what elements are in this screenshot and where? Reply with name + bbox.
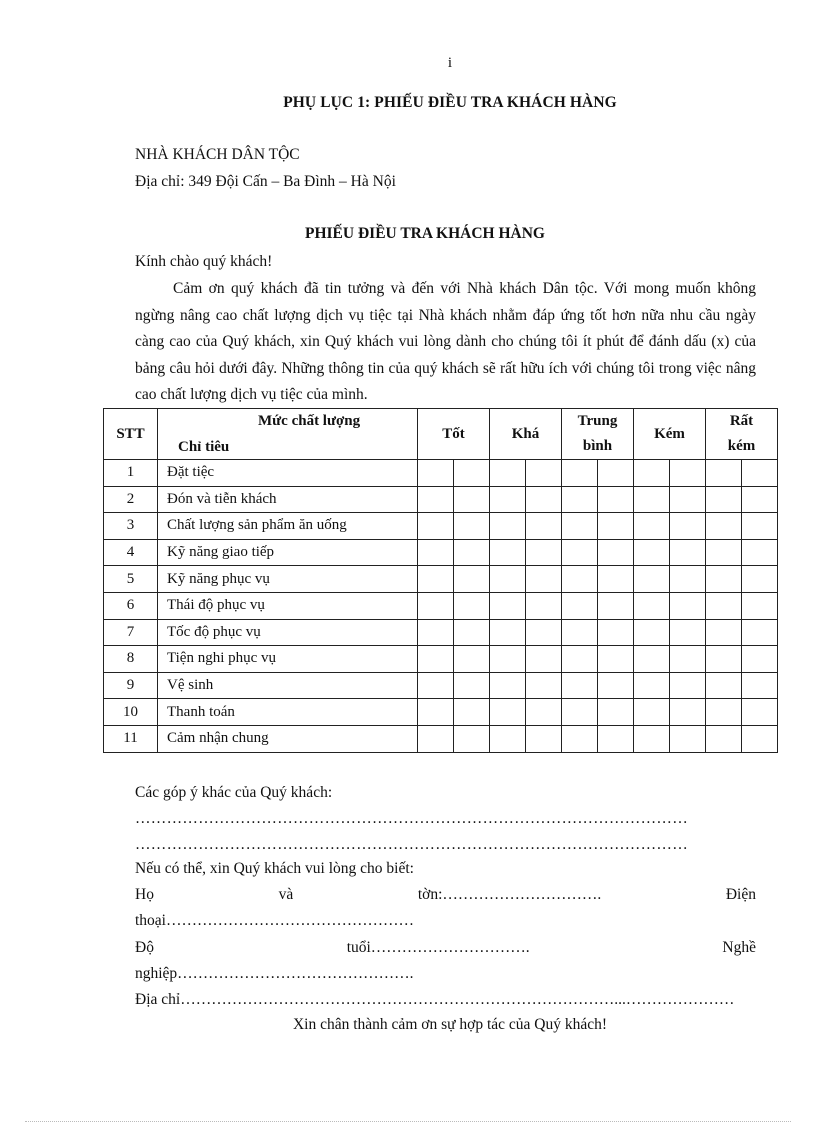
criteria-cell: Kỹ năng phục vụ xyxy=(158,566,418,593)
comment-line-1[interactable]: …………………………………………………………………………………………… xyxy=(135,810,688,827)
rating-checkbox-cell[interactable] xyxy=(454,486,490,513)
rating-checkbox-cell[interactable] xyxy=(634,566,670,593)
rating-checkbox-cell[interactable] xyxy=(706,539,742,566)
rating-checkbox-cell[interactable] xyxy=(526,699,562,726)
page-number: i xyxy=(447,55,453,71)
name-word-2: và xyxy=(278,886,294,903)
row-number: 11 xyxy=(104,725,158,752)
rating-checkbox-cell[interactable] xyxy=(598,592,634,619)
rating-checkbox-cell[interactable] xyxy=(490,699,526,726)
rating-checkbox-cell[interactable] xyxy=(490,646,526,673)
criteria-cell: Thanh toán xyxy=(158,699,418,726)
rating-checkbox-cell[interactable] xyxy=(526,592,562,619)
rating-checkbox-cell[interactable] xyxy=(670,486,706,513)
rating-checkbox-cell[interactable] xyxy=(418,699,454,726)
rating-checkbox-cell[interactable] xyxy=(634,486,670,513)
rating-checkbox-cell[interactable] xyxy=(526,539,562,566)
rating-checkbox-cell[interactable] xyxy=(706,486,742,513)
rating-checkbox-cell[interactable] xyxy=(454,699,490,726)
table-row xyxy=(104,646,778,673)
row-number: 4 xyxy=(104,539,158,566)
organization-address: Địa chỉ: 349 Đội Cấn – Ba Đình – Hà Nội xyxy=(135,173,396,190)
rating-checkbox-cell[interactable] xyxy=(526,646,562,673)
criteria-cell: Đón và tiễn khách xyxy=(158,486,418,513)
rating-checkbox-cell[interactable] xyxy=(634,513,670,540)
phone-field[interactable]: thoại………………………………………… xyxy=(135,912,414,929)
rating-checkbox-cell[interactable] xyxy=(454,672,490,699)
rating-checkbox-cell[interactable] xyxy=(634,699,670,726)
rating-checkbox-cell[interactable] xyxy=(742,672,778,699)
greeting: Kính chào quý khách! xyxy=(135,253,273,270)
rating-checkbox-cell[interactable] xyxy=(670,513,706,540)
rating-average-header xyxy=(562,409,634,460)
name-word-1: Họ xyxy=(135,886,154,903)
rating-checkbox-cell[interactable] xyxy=(562,646,598,673)
name-word-4: Điện xyxy=(725,886,756,903)
form-title: PHIẾU ĐIỀU TRA KHÁCH HÀNG xyxy=(305,225,545,242)
rating-checkbox-cell[interactable] xyxy=(598,460,634,487)
rating-checkbox-cell[interactable] xyxy=(418,566,454,593)
rating-good-header: Tốt xyxy=(418,409,490,460)
rating-checkbox-cell[interactable] xyxy=(706,566,742,593)
rating-checkbox-cell[interactable] xyxy=(454,725,490,752)
table-row xyxy=(104,592,778,619)
age-word-3: Nghề xyxy=(722,939,756,956)
criteria-cell: Cảm nhận chung xyxy=(158,725,418,752)
stt-header: STT xyxy=(104,409,158,460)
rating-checkbox-cell[interactable] xyxy=(454,592,490,619)
table-row xyxy=(104,699,778,726)
rating-checkbox-cell[interactable] xyxy=(598,566,634,593)
table-row xyxy=(104,486,778,513)
rating-checkbox-cell[interactable] xyxy=(742,699,778,726)
name-field[interactable] xyxy=(135,886,756,904)
rating-checkbox-cell[interactable] xyxy=(418,513,454,540)
rating-checkbox-cell[interactable] xyxy=(418,539,454,566)
rating-checkbox-cell[interactable] xyxy=(526,566,562,593)
rating-checkbox-cell[interactable] xyxy=(562,539,598,566)
rating-average-line2: bình xyxy=(582,438,613,454)
rating-average-line1: Trung xyxy=(577,413,618,429)
rating-checkbox-cell[interactable] xyxy=(670,592,706,619)
rating-very-poor-header xyxy=(706,409,778,460)
row-number: 7 xyxy=(104,619,158,646)
rating-checkbox-cell[interactable] xyxy=(418,486,454,513)
survey-table xyxy=(103,408,778,753)
page-bottom-divider xyxy=(25,1121,791,1122)
other-comments-label: Các góp ý khác của Quý khách: xyxy=(135,784,333,801)
rating-checkbox-cell[interactable] xyxy=(418,619,454,646)
criteria-cell: Tốc độ phục vụ xyxy=(158,619,418,646)
rating-checkbox-cell[interactable] xyxy=(598,699,634,726)
rating-checkbox-cell[interactable] xyxy=(670,646,706,673)
rating-checkbox-cell[interactable] xyxy=(598,619,634,646)
rating-checkbox-cell[interactable] xyxy=(706,672,742,699)
rating-checkbox-cell[interactable] xyxy=(742,513,778,540)
rating-checkbox-cell[interactable] xyxy=(490,460,526,487)
criteria-label: Chỉ tiêu xyxy=(178,439,230,455)
rating-checkbox-cell[interactable] xyxy=(526,486,562,513)
rating-checkbox-cell[interactable] xyxy=(670,566,706,593)
table-row xyxy=(104,566,778,593)
table-row xyxy=(104,539,778,566)
rating-checkbox-cell[interactable] xyxy=(670,619,706,646)
rating-checkbox-cell[interactable] xyxy=(454,513,490,540)
rating-checkbox-cell[interactable] xyxy=(634,539,670,566)
rating-checkbox-cell[interactable] xyxy=(490,566,526,593)
rating-checkbox-cell[interactable] xyxy=(490,513,526,540)
rating-checkbox-cell[interactable] xyxy=(634,725,670,752)
address-field[interactable]: Địa chỉ…………………………………………………………………………...………………… xyxy=(135,991,735,1008)
rating-checkbox-cell[interactable] xyxy=(562,566,598,593)
row-number: 5 xyxy=(104,566,158,593)
criteria-header xyxy=(158,409,418,460)
criteria-cell: Chất lượng sản phẩm ăn uống xyxy=(158,513,418,540)
intro-paragraph: Cảm ơn quý khách đã tin tưởng và đến với Nhà khách Dân tộc. Với mong muốn không ngừng nâng cao chất lượng dịch vụ tiệc tại Nhà khách nhằm đáp ứng tốt hơn nữa nhu cầu ngày càng cao của Quý khách, xin Quý khách vui lòng dành cho chúng tôi ít phút để đánh dấu (x) của bảng câu hỏi dưới đây. Những thông tin của quý khách sẽ rất hữu ích với chúng tôi trong việc nâng cao chất lượng dịch vụ tiệc của mình. xyxy=(135,280,756,403)
rating-checkbox-cell[interactable] xyxy=(598,646,634,673)
table-row xyxy=(104,513,778,540)
rating-checkbox-cell[interactable] xyxy=(706,592,742,619)
rating-checkbox-cell[interactable] xyxy=(598,486,634,513)
appendix-title: PHỤ LỤC 1: PHIẾU ĐIỀU TRA KHÁCH HÀNG xyxy=(283,94,617,111)
row-number: 2 xyxy=(104,486,158,513)
row-number: 8 xyxy=(104,646,158,673)
rating-checkbox-cell[interactable] xyxy=(526,513,562,540)
rating-checkbox-cell[interactable] xyxy=(418,725,454,752)
rating-checkbox-cell[interactable] xyxy=(670,460,706,487)
rating-checkbox-cell[interactable] xyxy=(454,619,490,646)
rating-checkbox-cell[interactable] xyxy=(562,592,598,619)
comment-line-2[interactable]: …………………………………………………………………………………………… xyxy=(135,836,688,853)
rating-checkbox-cell[interactable] xyxy=(742,646,778,673)
criteria-cell: Đặt tiệc xyxy=(158,460,418,487)
rating-checkbox-cell[interactable] xyxy=(562,725,598,752)
rating-checkbox-cell[interactable] xyxy=(598,725,634,752)
rating-checkbox-cell[interactable] xyxy=(670,539,706,566)
row-number: 9 xyxy=(104,672,158,699)
rating-checkbox-cell[interactable] xyxy=(490,486,526,513)
rating-checkbox-cell[interactable] xyxy=(598,539,634,566)
rating-checkbox-cell[interactable] xyxy=(670,672,706,699)
rating-checkbox-cell[interactable] xyxy=(418,460,454,487)
rating-checkbox-cell[interactable] xyxy=(706,699,742,726)
rating-checkbox-cell[interactable] xyxy=(562,699,598,726)
rating-checkbox-cell[interactable] xyxy=(490,539,526,566)
rating-checkbox-cell[interactable] xyxy=(418,592,454,619)
rating-checkbox-cell[interactable] xyxy=(706,513,742,540)
row-number: 1 xyxy=(104,460,158,487)
rating-checkbox-cell[interactable] xyxy=(562,486,598,513)
rating-checkbox-cell[interactable] xyxy=(598,672,634,699)
rating-checkbox-cell[interactable] xyxy=(454,460,490,487)
table-row xyxy=(104,460,778,487)
age-word-2: tuổi…………………………. xyxy=(346,939,530,956)
rating-checkbox-cell[interactable] xyxy=(742,486,778,513)
rating-checkbox-cell[interactable] xyxy=(490,725,526,752)
rating-very-poor-line1: Rất xyxy=(729,413,754,429)
rating-checkbox-cell[interactable] xyxy=(418,646,454,673)
criteria-cell: Kỹ năng giao tiếp xyxy=(158,539,418,566)
rating-checkbox-cell[interactable] xyxy=(742,592,778,619)
info-request: Nếu có thể, xin Quý khách vui lòng cho biết: xyxy=(135,860,414,877)
table-row xyxy=(104,619,778,646)
rating-checkbox-cell[interactable] xyxy=(490,672,526,699)
rating-checkbox-cell[interactable] xyxy=(526,672,562,699)
age-word-1: Độ xyxy=(135,939,154,956)
rating-checkbox-cell[interactable] xyxy=(742,725,778,752)
rating-checkbox-cell[interactable] xyxy=(454,539,490,566)
name-word-3: tờn:…………………………. xyxy=(417,886,602,903)
quality-level-header: Mức chất lượng xyxy=(258,413,361,429)
rating-checkbox-cell[interactable] xyxy=(526,460,562,487)
table-header-row xyxy=(104,409,778,460)
rating-checkbox-cell[interactable] xyxy=(670,699,706,726)
rating-checkbox-cell[interactable] xyxy=(742,619,778,646)
thank-you-note: Xin chân thành cảm ơn sự hợp tác của Quý khách! xyxy=(292,1016,608,1033)
table-row xyxy=(104,672,778,699)
rating-fair-header: Khá xyxy=(490,409,562,460)
rating-checkbox-cell[interactable] xyxy=(634,646,670,673)
age-field[interactable] xyxy=(135,939,756,957)
rating-checkbox-cell[interactable] xyxy=(562,672,598,699)
rating-checkbox-cell[interactable] xyxy=(706,725,742,752)
rating-checkbox-cell[interactable] xyxy=(634,592,670,619)
row-number: 10 xyxy=(104,699,158,726)
rating-checkbox-cell[interactable] xyxy=(706,646,742,673)
row-number: 6 xyxy=(104,592,158,619)
rating-checkbox-cell[interactable] xyxy=(634,672,670,699)
rating-checkbox-cell[interactable] xyxy=(562,460,598,487)
rating-checkbox-cell[interactable] xyxy=(562,619,598,646)
rating-checkbox-cell[interactable] xyxy=(742,460,778,487)
rating-checkbox-cell[interactable] xyxy=(634,460,670,487)
rating-checkbox-cell[interactable] xyxy=(490,592,526,619)
rating-checkbox-cell[interactable] xyxy=(490,619,526,646)
rating-checkbox-cell[interactable] xyxy=(706,619,742,646)
rating-checkbox-cell[interactable] xyxy=(598,513,634,540)
criteria-cell: Thái độ phục vụ xyxy=(158,592,418,619)
criteria-cell: Tiện nghi phục vụ xyxy=(158,646,418,673)
row-number: 3 xyxy=(104,513,158,540)
rating-checkbox-cell[interactable] xyxy=(742,539,778,566)
table-row xyxy=(104,725,778,752)
rating-checkbox-cell[interactable] xyxy=(562,513,598,540)
rating-checkbox-cell[interactable] xyxy=(526,619,562,646)
organization-name: NHÀ KHÁCH DÂN TỘC xyxy=(135,146,300,163)
rating-checkbox-cell[interactable] xyxy=(418,672,454,699)
rating-poor-header: Kém xyxy=(634,409,706,460)
rating-checkbox-cell[interactable] xyxy=(526,725,562,752)
occupation-field[interactable]: nghiệp………………………………………. xyxy=(135,965,414,982)
rating-checkbox-cell[interactable] xyxy=(670,725,706,752)
rating-checkbox-cell[interactable] xyxy=(742,566,778,593)
rating-checkbox-cell[interactable] xyxy=(454,646,490,673)
rating-checkbox-cell[interactable] xyxy=(454,566,490,593)
rating-very-poor-line2: kém xyxy=(727,438,756,454)
criteria-cell: Vệ sinh xyxy=(158,672,418,699)
rating-checkbox-cell[interactable] xyxy=(634,619,670,646)
rating-checkbox-cell[interactable] xyxy=(706,460,742,487)
